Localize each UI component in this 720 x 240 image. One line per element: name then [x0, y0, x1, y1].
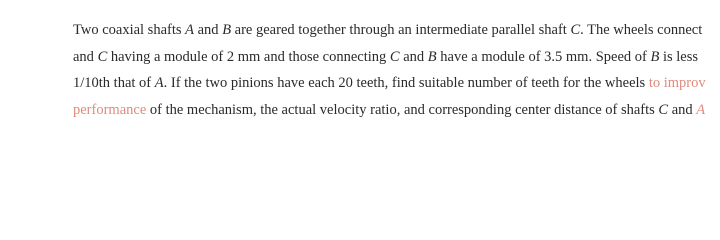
text-fragment: having a module of 2 mm and those connecting — [107, 48, 390, 65]
text-fragment: and — [399, 48, 428, 65]
variable-C: C — [389, 48, 400, 65]
text-fragment: and — [73, 48, 98, 65]
text-fragment: . The wheels connect — [580, 22, 703, 38]
problem-line-3 — [73, 70, 720, 97]
problem-line-2 — [73, 44, 720, 71]
text-fragment: Two coaxial shafts — [73, 22, 186, 38]
text-fragment: and — [194, 22, 223, 38]
text-fragment: are geared together through an intermediate parallel shaft — [231, 22, 571, 38]
text-fragment: is less — [659, 48, 698, 65]
highlighted-text: performance — [73, 101, 147, 118]
variable-C: C — [658, 101, 669, 118]
variable-C: C — [97, 48, 108, 65]
problem-line-1 — [73, 17, 720, 44]
variable-B: B — [427, 48, 437, 65]
text-fragment: and — [668, 101, 697, 118]
variable-B: B — [650, 48, 660, 65]
text-fragment: 1/10th that of — [73, 75, 155, 91]
variable-B: B — [222, 22, 232, 38]
highlighted-text: to improv — [648, 75, 706, 91]
text-fragment: of the mechanism, the actual velocity ratio, and corresponding center distance of shafts — [146, 101, 659, 118]
variable-A: A — [185, 22, 194, 38]
variable-A: A — [696, 101, 706, 118]
problem-line-4 — [73, 97, 720, 124]
text-fragment: . If the two pinions have each 20 teeth, find suitable number of teeth for the wheels — [163, 75, 649, 91]
problem-statement — [73, 17, 720, 123]
variable-C: C — [570, 22, 581, 38]
variable-A: A — [154, 75, 164, 91]
text-fragment: have a module of 3.5 mm. Speed of — [436, 48, 651, 65]
